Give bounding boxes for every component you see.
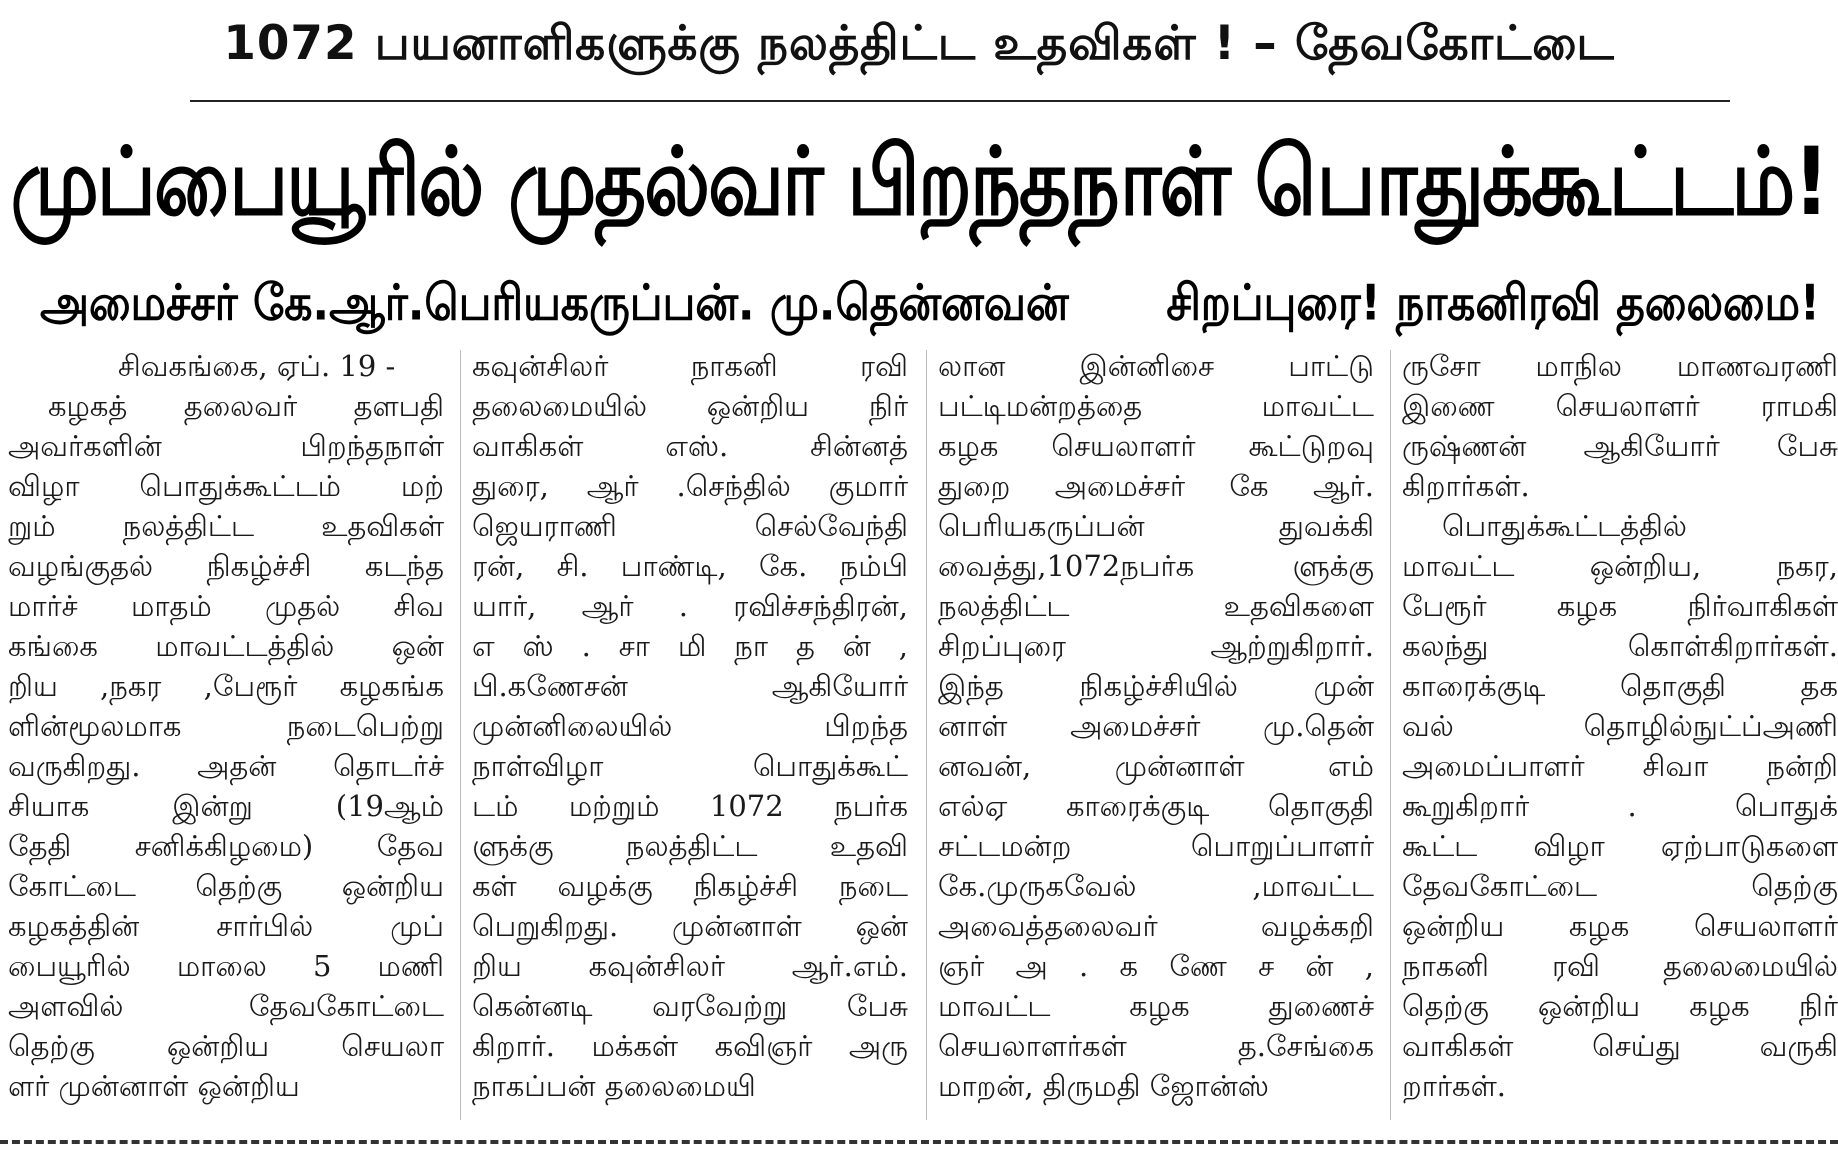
column-text-line: பட்டிமன்றத்தை மாவட்ட — [938, 389, 1374, 423]
column-text-line: கழக செயலாளர் கூட்டுறவு — [938, 429, 1374, 463]
column-text-line: யார், ஆர் . ரவிச்சந்திரன், — [472, 589, 908, 623]
column-text-line: எல்ஏ காரைக்குடி தொகுதி — [938, 789, 1374, 823]
column-text-line: தலைமையில் ஒன்றிய நிர் — [472, 389, 908, 423]
column-text-line: ஜெயராணி செல்வேந்தி — [472, 509, 908, 543]
column-text-line: பெரியகருப்பன் துவக்கி — [938, 509, 1374, 543]
column-text-line: கிறார். மக்கள் கவிஞர் அரு — [472, 1029, 908, 1063]
column-text-line: தெற்கு ஒன்றிய செயலா — [8, 1029, 444, 1063]
column-text-line: மாவட்ட ஒன்றிய, நகர, — [1402, 549, 1838, 583]
column-text-line: கே.முருகவேல் ,மாவட்ட — [938, 869, 1374, 903]
column-text-line: அமைப்பாளர் சிவா நன்றி — [1402, 749, 1838, 783]
main-headline: முப்பையூரில் முதல்வர் பிறந்தநாள் பொதுக்கூட்டம்! — [10, 126, 1828, 237]
column-text-line: றும் நலத்திட்ட உதவிகள் — [8, 509, 444, 543]
column-text-line: கலந்து கொள்கிறார்கள். — [1402, 629, 1838, 663]
subhead-right: சிறப்புரை! நாகனிரவி தலைமை! — [1166, 274, 1820, 332]
column-text-line: தேதி சனிக்கிழமை) தேவ — [8, 829, 444, 863]
article-column-2 — [472, 346, 908, 1126]
article-column-3 — [938, 346, 1374, 1126]
column-text-line: இணை செயலாளர் ராமகி — [1402, 389, 1838, 423]
column-text-line: நாகப்பன் தலைமையி — [472, 1069, 756, 1103]
column-text-line: முன்னிலையில் பிறந்த — [472, 709, 908, 743]
column-text-line: ஞர் அ . க ணே ச ன் , — [938, 949, 1374, 983]
column-text-line: வாகிகள் செய்து வருகி — [1402, 1029, 1838, 1063]
column-text-line: சிறப்புரை ஆற்றுகிறார். — [938, 629, 1374, 663]
article-column-4 — [1402, 346, 1838, 1126]
column-text-line: வாகிகள் எஸ். சின்னத் — [472, 429, 908, 463]
column-text-line: சட்டமன்ற பொறுப்பாளர் — [938, 829, 1374, 863]
column-text-line: கள் வழக்கு நிகழ்ச்சி நடை — [472, 869, 908, 903]
column-text-line: பெறுகிறது. முன்னாள் ஒன் — [472, 909, 908, 943]
column-text-line: தேவகோட்டை தெற்கு — [1402, 869, 1838, 903]
column-text-line: ரன், சி. பாண்டி, கே. நம்பி — [472, 549, 908, 583]
column-text-line: ளுக்கு நலத்திட்ட உதவி — [472, 829, 908, 863]
kicker-line: 1072 பயனாளிகளுக்கு நலத்திட்ட உதவிகள் ! – தேவகோட்டை — [223, 17, 1615, 71]
subhead-left: அமைச்சர் கே.ஆர்.பெரியகருப்பன். மு.தென்னவன் — [40, 274, 1069, 332]
column-text-line: துரை, ஆர் .செந்தில் குமார் — [472, 469, 908, 503]
article-column-1 — [8, 346, 444, 1126]
column-text-line: தெற்கு ஒன்றிய கழக நிர் — [1402, 989, 1838, 1023]
column-text-line: கென்னடி வரவேற்று பேசு — [472, 989, 908, 1023]
column-text-line: கவுன்சிலர் நாகனி ரவி — [472, 349, 908, 383]
column-text-line: டம் மற்றும் 1072 நபர்க — [472, 789, 908, 823]
bottom-dashed-rule — [0, 1140, 1838, 1144]
column-text-line: கூட்ட விழா ஏற்பாடுகளை — [1402, 829, 1838, 863]
column-text-line: கோட்டை தெற்கு ஒன்றிய — [8, 869, 444, 903]
column-text-line: அளவில் தேவகோட்டை — [8, 989, 444, 1023]
column-text-line: கூறுகிறார் . பொதுக் — [1402, 789, 1838, 823]
column-text-line: லான இன்னிசை பாட்டு — [938, 349, 1374, 383]
column-text-line: வைத்து,1072நபர்க ளுக்கு — [938, 549, 1374, 583]
column-text-line: ருஷ்ணன் ஆகியோர் பேசு — [1402, 429, 1838, 463]
column-divider — [926, 350, 927, 1120]
column-text-line: ஒன்றிய கழக செயலாளர் — [1402, 909, 1838, 943]
column-text-line: பி.கணேசன் ஆகியோர் — [472, 669, 908, 703]
column-text-line: ளின்மூலமாக நடைபெற்று — [8, 709, 444, 743]
column-text-line: னவன், முன்னாள் எம் — [938, 749, 1374, 783]
column-text-line: இந்த நிகழ்ச்சியில் முன் — [938, 669, 1374, 703]
column-text-line: பொதுக்கூட்டத்தில் — [1442, 509, 1687, 543]
column-text-line: நாகனி ரவி தலைமையில் — [1402, 949, 1838, 983]
column-divider — [460, 350, 461, 1120]
subheadline — [40, 262, 1820, 346]
column-text-line: கங்கை மாவட்டத்தில் ஒன் — [8, 629, 444, 663]
column-text-line: பையூரில் மாலை 5 மணி — [8, 949, 444, 983]
column-text-line: அவைத்தலைவர் வழக்கறி — [938, 909, 1374, 943]
column-text-line: றிய ,நகர ,பேரூர் கழகங்க — [8, 669, 444, 703]
column-text-line: நலத்திட்ட உதவிகளை — [938, 589, 1374, 623]
column-text-line: ருசோ மாநில மாணவரணி — [1402, 349, 1838, 383]
column-text-line: வல் தொழில்நுட்ப்அணி — [1402, 709, 1838, 743]
column-text-line: னாள் அமைச்சர் மு.தென் — [938, 709, 1374, 743]
column-text-line: நாள்விழா பொதுக்கூட் — [472, 749, 908, 783]
column-text-line: அவர்களின் பிறந்தநாள் — [8, 429, 444, 463]
column-text-line: சியாக இன்று (19ஆம் — [8, 789, 444, 823]
column-text-line: மார்ச் மாதம் முதல் சிவ — [8, 589, 444, 623]
column-text-line: ளர் முன்னாள் ஒன்றிய — [8, 1069, 300, 1103]
column-text-line: வருகிறது. அதன் தொடர்ச் — [8, 749, 444, 783]
column-text-line: துறை அமைச்சர் கே ஆர். — [938, 469, 1374, 503]
article-body — [4, 346, 1838, 1126]
column-text-line: சிவகங்கை, ஏப். 19 - — [118, 349, 396, 383]
column-text-line: விழா பொதுக்கூட்டம் மற் — [8, 469, 444, 503]
column-text-line: கிறார்கள். — [1402, 469, 1530, 503]
column-text-line: மாறன், திருமதி ஜோன்ஸ் — [938, 1069, 1269, 1103]
column-text-line: கழகத்தின் சார்பில் முப் — [8, 909, 444, 943]
column-text-line: வழங்குதல் நிகழ்ச்சி கடந்த — [8, 549, 444, 583]
column-text-line: கழகத் தலைவர் தளபதி — [48, 389, 444, 423]
column-text-line: றிய கவுன்சிலர் ஆர்.எம். — [472, 949, 908, 983]
column-text-line: எ ஸ் . சா மி நா த ன் , — [472, 629, 908, 663]
column-text-line: றார்கள். — [1402, 1069, 1506, 1103]
column-text-line: காரைக்குடி தொகுதி தக — [1402, 669, 1838, 703]
column-text-line: பேரூர் கழக நிர்வாகிகள் — [1402, 589, 1838, 623]
column-divider — [1390, 350, 1391, 1120]
column-text-line: மாவட்ட கழக துணைச் — [938, 989, 1374, 1023]
column-text-line: செயலாளர்கள் த.சேங்கை — [938, 1029, 1374, 1063]
